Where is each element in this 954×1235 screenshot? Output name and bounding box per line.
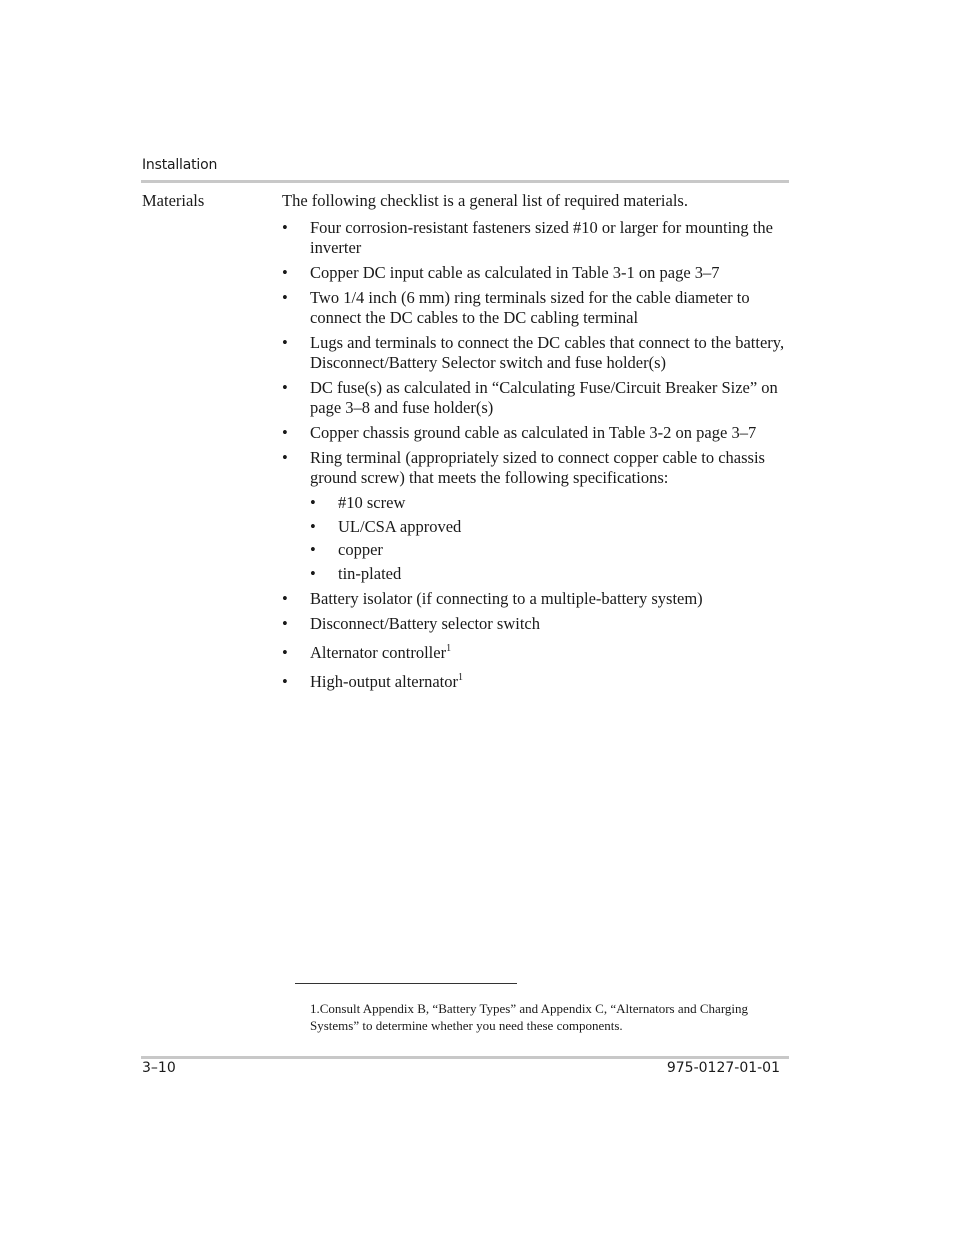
- list-item: • Disconnect/Battery selector switch: [282, 614, 792, 634]
- spec-item: • #10 screw: [310, 493, 792, 513]
- spec-item: • copper: [310, 540, 792, 560]
- page-number: 3–10: [142, 1060, 176, 1076]
- list-item-text: High-output alternator: [310, 671, 459, 691]
- list-item-ring-terminal: [282, 448, 792, 584]
- spec-item: • tin-plated: [310, 564, 792, 584]
- list-item: • Copper DC input cable as calculated in Table 3-1 on page 3–7: [282, 263, 792, 283]
- materials-checklist: [282, 218, 792, 692]
- section-side-heading: Materials: [142, 191, 205, 210]
- document-number: 975-0127-01-01: [666, 1060, 780, 1076]
- header-rule: [141, 180, 789, 183]
- list-item: • Lugs and terminals to connect the DC cables that connect to the battery, Disconnect/Battery Selector switch and fuse holder(s): [282, 333, 792, 373]
- footnote-ref[interactable]: 1: [446, 642, 452, 654]
- list-item-text: Ring terminal (appropriately sized to connect copper cable to chassis ground screw) that meets the following specifications:: [310, 448, 765, 487]
- spec-item: • UL/CSA approved: [310, 517, 792, 537]
- ring-terminal-specs: [310, 493, 792, 584]
- footnote-ref[interactable]: 1: [458, 671, 464, 683]
- materials-intro: The following checklist is a general list of required materials.: [282, 191, 688, 210]
- footnote-separator: [295, 983, 517, 984]
- list-item: • Battery isolator (if connecting to a multiple-battery system): [282, 589, 792, 609]
- list-item: • Two 1/4 inch (6 mm) ring terminals sized for the cable diameter to connect the DC cables to the DC cabling terminal: [282, 288, 792, 328]
- materials-section: [282, 191, 792, 697]
- list-item-text: Alternator controller: [310, 642, 447, 662]
- list-item-high-output-alternator: [282, 672, 792, 692]
- footnote: 1.Consult Appendix B, “Battery Types” and Appendix C, “Alternators and Charging Systems” to determine whether you need these components.: [310, 1001, 749, 1033]
- list-item-alternator-controller: [282, 643, 792, 663]
- footer-rule: [141, 1056, 789, 1059]
- list-item: • DC fuse(s) as calculated in “Calculating Fuse/Circuit Breaker Size” on page 3–8 and fuse holder(s): [282, 378, 792, 418]
- running-header: Installation: [142, 157, 218, 173]
- list-item: • Copper chassis ground cable as calculated in Table 3-2 on page 3–7: [282, 423, 792, 443]
- list-item: • Four corrosion-resistant fasteners sized #10 or larger for mounting the inverter: [282, 218, 792, 258]
